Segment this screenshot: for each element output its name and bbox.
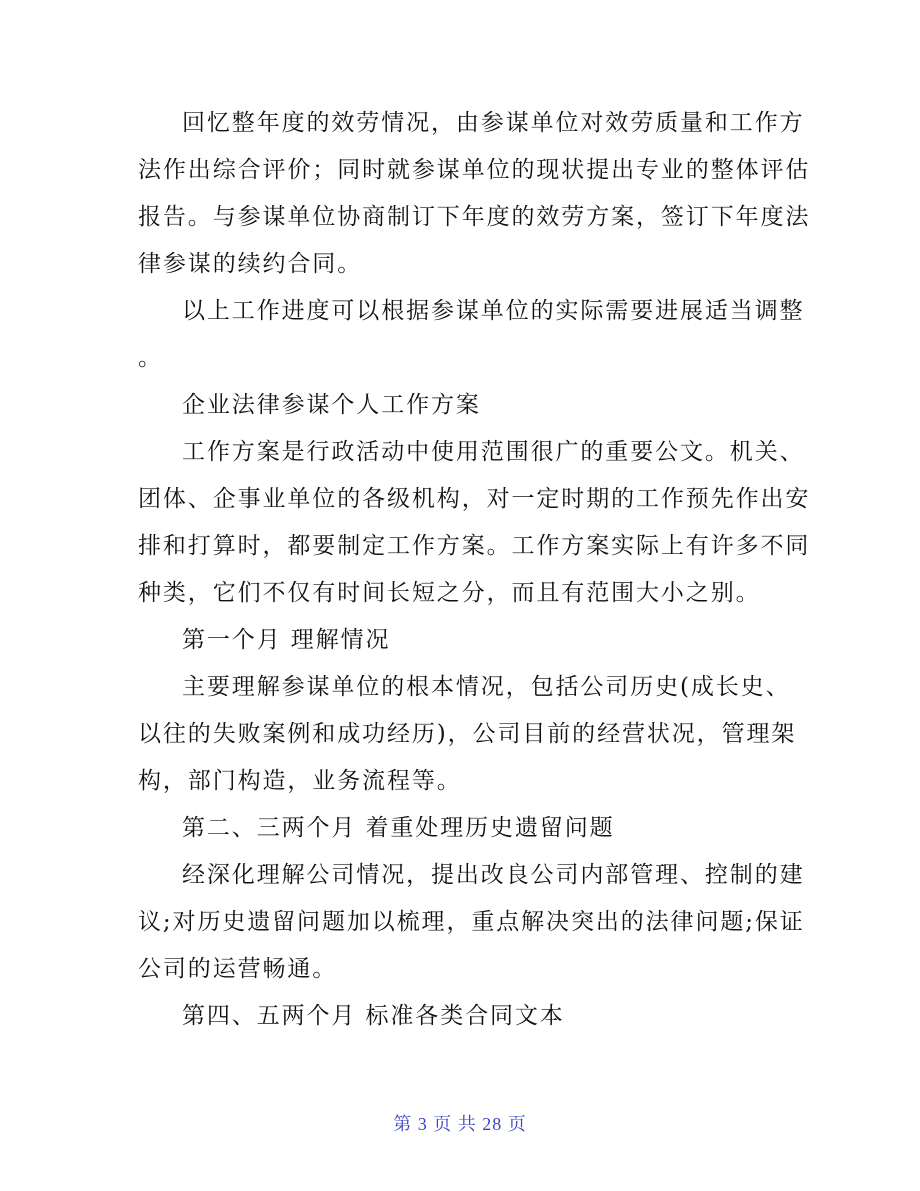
month-heading: 第一个月 理解情况 bbox=[182, 627, 391, 653]
paragraph-line: 种类，它们不仅有时间长短之分，而且有范围大小之别。 bbox=[138, 580, 761, 606]
paragraph-line: 议;对历史遗留问题加以梳理，重点解决突出的法律问题;保证 bbox=[138, 909, 805, 935]
paragraph-line: 公司的运营畅通。 bbox=[138, 956, 338, 982]
page-number-footer: 第 3 页 共 28 页 bbox=[393, 1114, 527, 1134]
paragraph-line: 工作方案是行政活动中使用范围很广的重要公文。机关、 bbox=[182, 439, 805, 465]
month-heading: 第四、五两个月 标准各类合同文本 bbox=[182, 1003, 565, 1029]
paragraph-line: 报告。与参谋单位协商制订下年度的效劳方案，签订下年度法 bbox=[138, 204, 811, 230]
paragraph-line: 排和打算时，都要制定工作方案。工作方案实际上有许多不同 bbox=[138, 533, 811, 559]
paragraph-line: 。 bbox=[138, 345, 163, 371]
paragraph-line: 主要理解参谋单位的根本情况，包括公司历史(成长史、 bbox=[182, 674, 791, 700]
paragraph-line: 律参谋的续约合同。 bbox=[138, 251, 363, 277]
paragraph-line: 回忆整年度的效劳情况，由参谋单位对效劳质量和工作方 bbox=[182, 110, 805, 136]
paragraph-line: 法作出综合评价；同时就参谋单位的现状提出专业的整体评估 bbox=[138, 157, 811, 183]
section-heading: 企业法律参谋个人工作方案 bbox=[182, 392, 481, 418]
paragraph-line: 团体、企事业单位的各级机构，对一定时期的工作预先作出安 bbox=[138, 486, 811, 512]
month-heading: 第二、三两个月 着重处理历史遗留问题 bbox=[182, 815, 615, 841]
paragraph-line: 以上工作进度可以根据参谋单位的实际需要进展适当调整 bbox=[182, 298, 805, 324]
paragraph-line: 构，部门构造，业务流程等。 bbox=[138, 768, 462, 794]
paragraph-line: 经深化理解公司情况，提出改良公司内部管理、控制的建 bbox=[182, 862, 805, 888]
paragraph-line: 以往的失败案例和成功经历)，公司目前的经营状况，管理架 bbox=[138, 721, 797, 747]
